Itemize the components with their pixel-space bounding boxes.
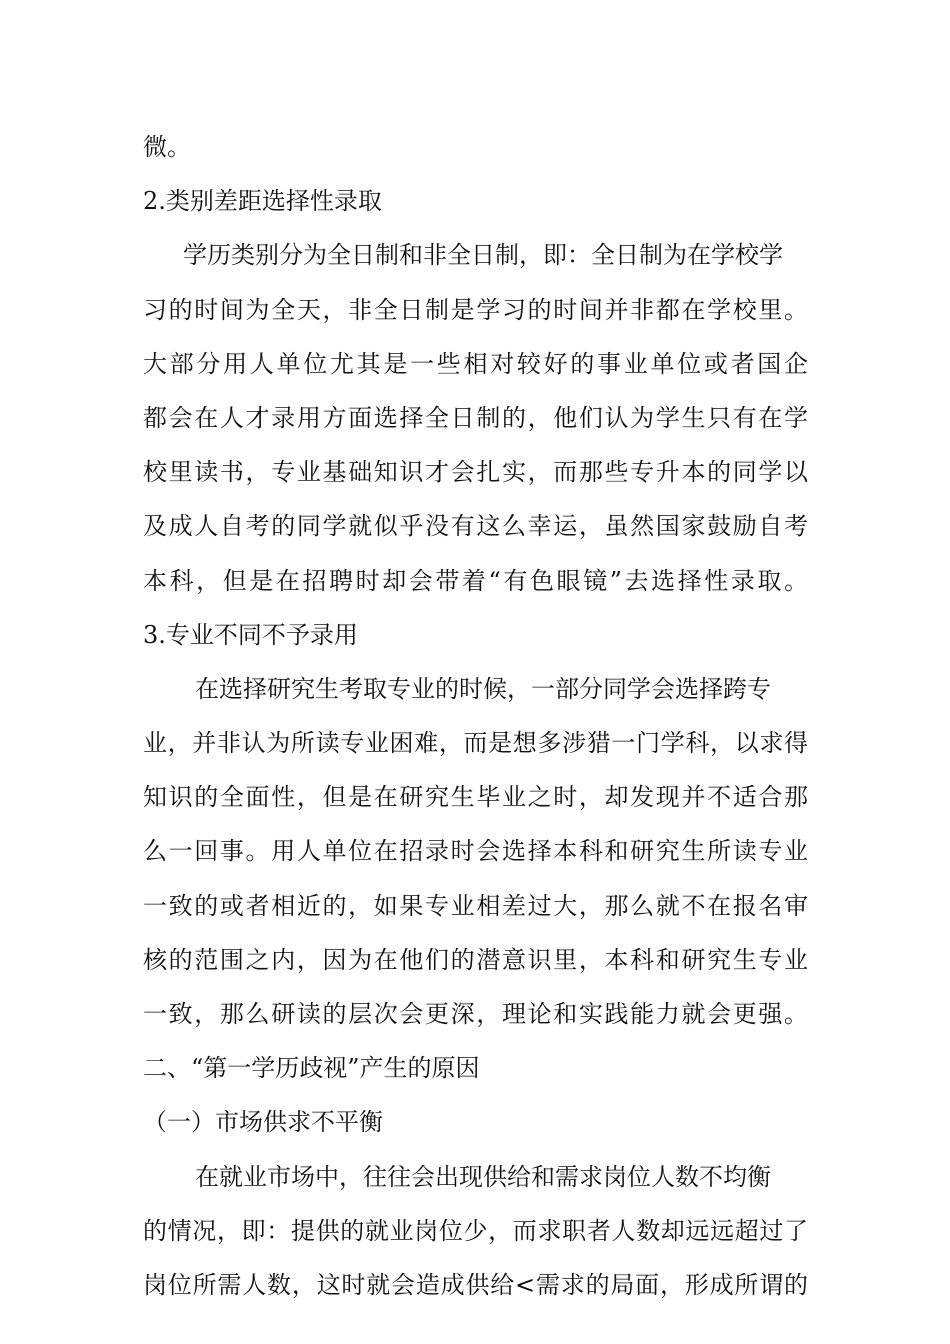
paragraph-line: 校里读书，专业基础知识才会扎实，而那些专升本的同学以 bbox=[143, 458, 808, 487]
chapter-heading: 二、“第一学历歧视”产生的原因 bbox=[143, 1054, 480, 1083]
paragraph-line: 核的范围之内，因为在他们的潜意识里，本科和研究生专业 bbox=[143, 945, 808, 974]
subsection-heading: （一）市场供求不平衡 bbox=[143, 1108, 383, 1137]
paragraph-line: 及成人自考的同学就似乎没有这么幸运，虽然国家鼓励自考 bbox=[143, 512, 808, 541]
paragraph-line: 在就业市场中，往往会出现供给和需求岗位人数不均衡 bbox=[195, 1162, 771, 1191]
section-heading: 3.专业不同不予录用 bbox=[143, 620, 358, 649]
paragraph-line: 一致的或者相近的，如果专业相差过大，那么就不在报名审 bbox=[143, 891, 808, 920]
paragraph-line: 本科，但是在招聘时却会带着“有色眼镜”去选择性录取。 bbox=[143, 566, 808, 595]
paragraph-line: 学历类别分为全日制和非全日制，即：全日制为在学校学 bbox=[183, 241, 783, 270]
paragraph-line: 微。 bbox=[143, 133, 191, 161]
paragraph-line: 业，并非认为所读专业困难，而是想多涉猎一门学科，以求得 bbox=[143, 729, 808, 758]
paragraph-line: 大部分用人单位尤其是一些相对较好的事业单位或者国企 bbox=[143, 349, 808, 378]
paragraph-line: 知识的全面性，但是在研究生毕业之时，却发现并不适合那 bbox=[143, 783, 808, 812]
section-heading: 2.类别差距选择性录取 bbox=[143, 187, 382, 216]
paragraph-line: 的情况，即：提供的就业岗位少，而求职者人数却远远超过了 bbox=[143, 1216, 808, 1245]
paragraph-line: 岗位所需人数，这时就会造成供给<需求的局面，形成所谓的 bbox=[143, 1270, 808, 1299]
paragraph-line: 么一回事。用人单位在招录时会选择本科和研究生所读专业 bbox=[143, 837, 808, 866]
paragraph-line: 在选择研究生考取专业的时候，一部分同学会选择跨专 bbox=[195, 674, 771, 703]
paragraph-line: 一致，那么研读的层次会更深，理论和实践能力就会更强。 bbox=[143, 1000, 808, 1028]
document-body bbox=[143, 120, 808, 1312]
paragraph-line: 习的时间为全天，非全日制是学习的时间并非都在学校里。 bbox=[143, 295, 808, 324]
paragraph-line: 都会在人才录用方面选择全日制的，他们认为学生只有在学 bbox=[143, 403, 808, 432]
